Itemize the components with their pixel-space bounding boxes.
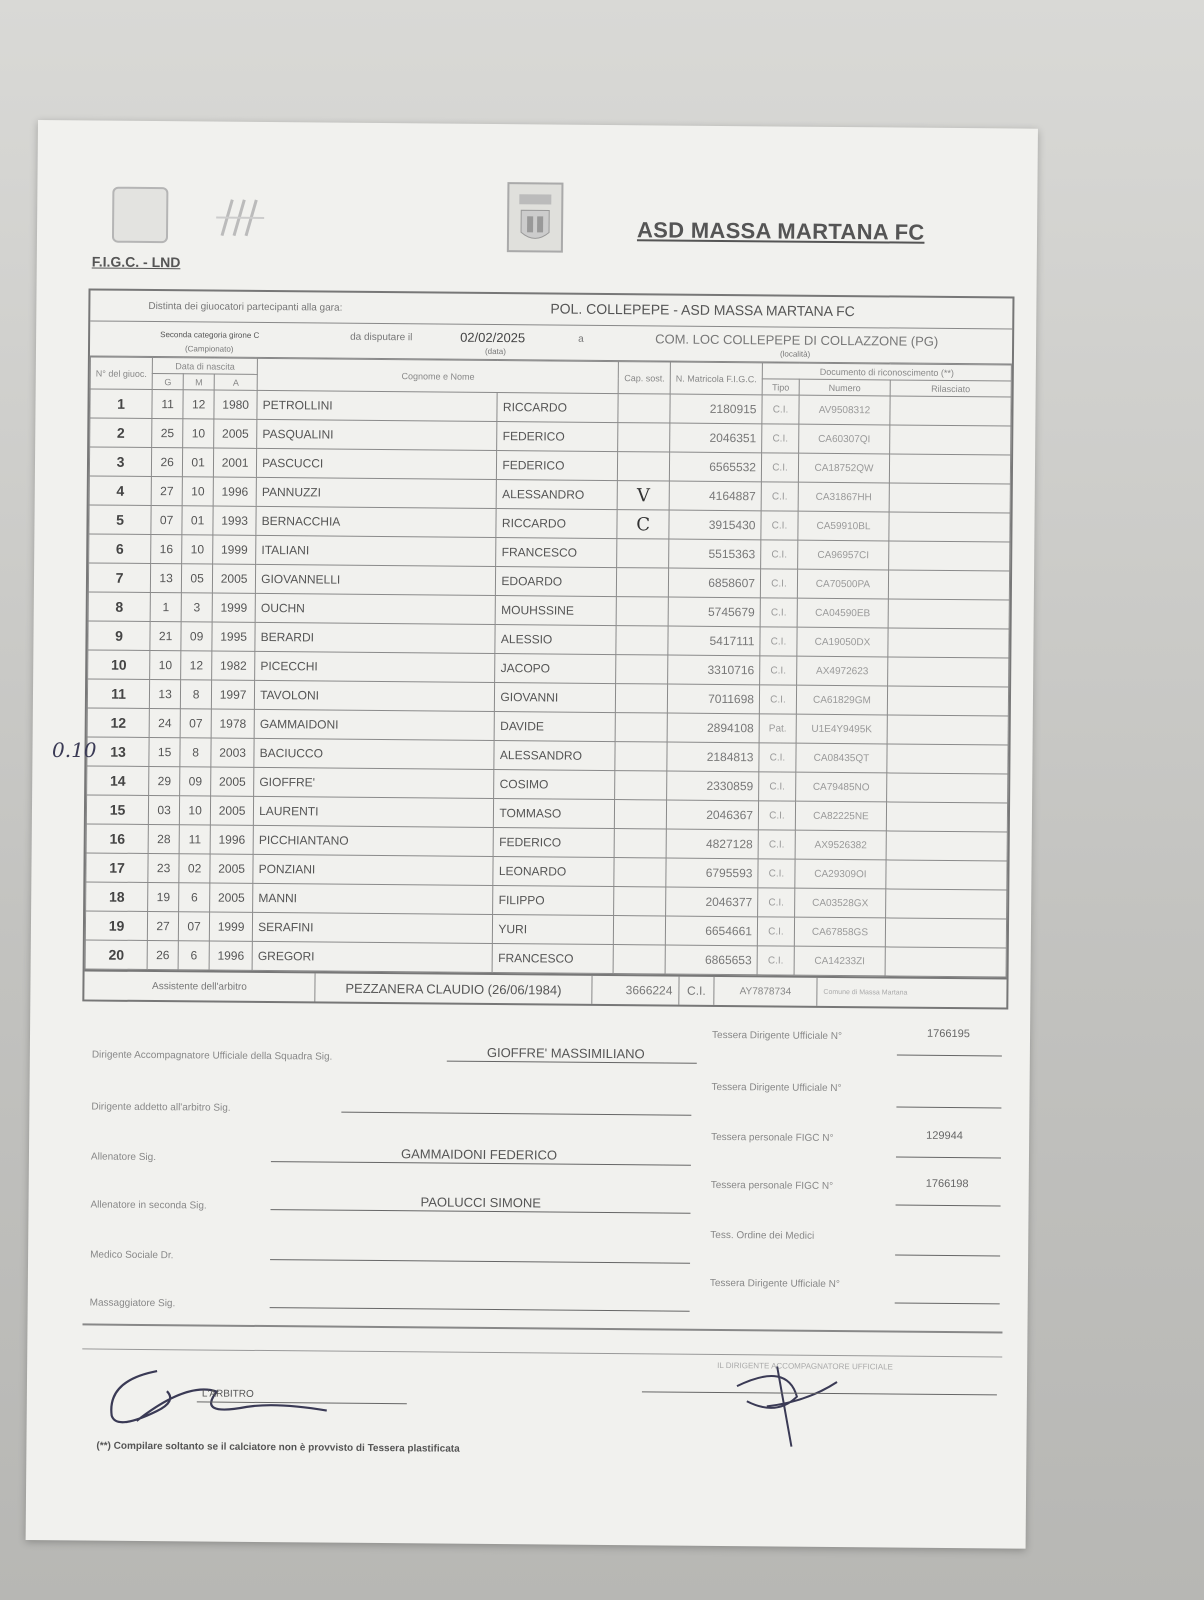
player-first-name: FRANCESCO	[493, 944, 614, 974]
col-birth: Data di nascita	[152, 358, 257, 375]
document-type: C.I.	[758, 888, 795, 917]
document-number: CA03528GX	[795, 888, 886, 918]
staff-line	[270, 1259, 690, 1264]
document-issuer	[885, 918, 1006, 948]
captain-mark	[617, 597, 669, 626]
player-matricola: 5745679	[668, 597, 760, 627]
staff-row	[91, 1073, 1011, 1125]
match-name: POL. COLLEPEPE - ASD MASSA MARTANA FC	[550, 300, 855, 320]
document-issuer	[890, 396, 1011, 426]
tessera-label: Tessera Dirigente Ufficiale N°	[711, 1029, 843, 1043]
player-first-name: FEDERICO	[494, 828, 615, 858]
venue-caption: (località)	[779, 349, 811, 359]
document-issuer	[889, 541, 1010, 571]
birth-year: 1995	[212, 622, 255, 651]
document-type: C.I.	[759, 743, 796, 772]
player-first-name: FRANCESCO	[496, 538, 617, 568]
document-type: C.I.	[760, 598, 797, 627]
player-matricola: 2046367	[666, 800, 758, 830]
tessera-label: Tessera Dirigente Ufficiale N°	[711, 1081, 842, 1095]
document-issuer	[888, 599, 1009, 629]
assistant-label: Assistente dell'arbitro	[84, 971, 315, 1001]
tessera-label: Tessera personale FIGC N°	[711, 1131, 834, 1144]
captain-mark	[614, 945, 666, 974]
championship-caption: (Campionato)	[184, 344, 234, 354]
player-surname: GIOFFRE'	[254, 767, 495, 798]
match-date: 02/02/2025	[460, 329, 526, 346]
birth-year: 1978	[211, 709, 254, 738]
col-cap: Cap. sost.	[619, 362, 671, 394]
intro-label: Distinta dei giuocatori partecipanti alla gara:	[148, 300, 343, 314]
document-number: CA19050DX	[797, 627, 888, 657]
birth-month: 01	[183, 448, 214, 477]
birth-month: 09	[181, 622, 212, 651]
document-number: AX4972623	[797, 656, 888, 686]
tessera-line	[895, 1303, 1000, 1305]
player-matricola: 2046351	[670, 423, 762, 453]
captain-mark	[616, 626, 668, 655]
player-first-name: FILIPPO	[493, 886, 614, 916]
player-matricola: 6858607	[668, 568, 760, 598]
player-number: 2	[90, 418, 152, 448]
document-number: CA04590EB	[797, 598, 888, 628]
staff-label: Dirigente Accompagnatore Ufficiale della Squadra Sig.	[91, 1049, 333, 1063]
players-table	[85, 356, 1012, 977]
document-type: C.I.	[761, 540, 798, 569]
birth-day: 29	[149, 766, 180, 795]
document-issuer	[888, 628, 1009, 658]
birth-month: 01	[182, 506, 213, 535]
captain-mark	[615, 771, 667, 800]
birth-day: 03	[148, 795, 179, 824]
club-title: ASD MASSA MARTANA FC	[636, 217, 925, 245]
birth-day: 28	[148, 824, 179, 853]
dirigente-signature	[706, 1356, 847, 1457]
staff-label: Dirigente addetto all'arbitro Sig.	[91, 1101, 231, 1114]
tessera-line	[897, 1055, 1002, 1057]
captain-mark	[617, 539, 669, 568]
birth-month: 10	[179, 796, 210, 825]
lnd-logo	[212, 196, 268, 240]
document-issuer	[886, 889, 1007, 919]
staff-row	[90, 1220, 1010, 1272]
player-first-name: ALESSIO	[495, 625, 616, 655]
player-first-name: RICCARDO	[496, 509, 617, 539]
player-first-name: EDOARDO	[496, 567, 617, 597]
player-matricola: 5515363	[669, 539, 761, 569]
player-surname: PETROLLINI	[257, 390, 498, 421]
captain-mark	[616, 655, 668, 684]
document-number: CA60307QI	[799, 424, 890, 454]
player-first-name: YURI	[493, 915, 614, 945]
birth-day: 07	[151, 506, 182, 535]
birth-month: 8	[180, 738, 211, 767]
player-number: 4	[89, 476, 151, 506]
birth-day: 26	[152, 448, 183, 477]
birth-day: 1	[150, 592, 181, 621]
staff-line	[270, 1307, 690, 1312]
birth-month: 6	[179, 883, 210, 912]
figc-logo	[112, 187, 168, 243]
captain-mark	[615, 742, 667, 771]
document-issuer	[890, 425, 1011, 455]
tessera-value: 1766198	[925, 1177, 969, 1191]
player-surname: GIOVANNELLI	[256, 564, 497, 595]
staff-label: Allenatore in seconda Sig.	[90, 1199, 207, 1212]
player-first-name: TOMMASO	[494, 799, 615, 829]
player-number: 17	[86, 853, 148, 883]
staff-value: GIOFFRE' MASSIMILIANO	[486, 1044, 645, 1062]
col-matricola: N. Matricola F.I.G.C.	[670, 362, 762, 395]
birth-month: 8	[181, 680, 212, 709]
birth-year: 1996	[209, 941, 252, 970]
player-surname: OUCHN	[255, 593, 496, 624]
document-number: CA08435QT	[796, 743, 887, 773]
captain-mark	[618, 452, 670, 481]
document-type: C.I.	[757, 946, 794, 975]
document-number: CA61829GM	[796, 685, 887, 715]
birth-year: 1999	[212, 593, 255, 622]
document-number: CA96957CI	[798, 540, 889, 570]
document-type: C.I.	[761, 453, 798, 482]
staff-line	[341, 1112, 691, 1116]
birth-day: 27	[147, 911, 178, 940]
document-issuer	[888, 570, 1009, 600]
staff-row	[91, 1123, 1011, 1175]
birth-day: 13	[150, 679, 181, 708]
birth-year: 2005	[211, 767, 254, 796]
player-number: 20	[85, 940, 147, 970]
org-label: F.I.G.C. - LND	[91, 253, 181, 271]
birth-year: 1996	[213, 477, 256, 506]
player-first-name: ALESSANDRO	[497, 480, 618, 510]
assistant-matricola: 3666224	[592, 976, 679, 1005]
col-name: Cognome e Nome	[257, 358, 619, 393]
document-issuer	[888, 657, 1009, 687]
document-number: CA29309OI	[795, 859, 886, 889]
document-type: C.I.	[760, 627, 797, 656]
staff-row	[90, 1268, 1010, 1320]
birth-year: 2005	[214, 419, 257, 448]
col-tipo: Tipo	[762, 379, 799, 395]
staff-value: GAMMAIDONI FEDERICO	[400, 1146, 558, 1163]
document-number: AX9526382	[795, 830, 886, 860]
document-type: C.I.	[762, 424, 799, 453]
player-matricola: 6565532	[669, 452, 761, 482]
birth-day: 19	[148, 882, 179, 911]
divider	[82, 1348, 1002, 1357]
player-matricola: 2046377	[666, 887, 758, 917]
player-number: 7	[88, 563, 150, 593]
date-label: da disputare il	[350, 331, 413, 344]
birth-year: 1999	[213, 535, 256, 564]
player-surname: PANNUZZI	[256, 477, 497, 508]
staff-row	[92, 1021, 1012, 1073]
player-number: 1	[90, 389, 152, 419]
captain-mark	[615, 829, 667, 858]
player-number: 3	[89, 447, 151, 477]
document-number: CA82225NE	[795, 801, 886, 831]
dirigente-label: IL DIRIGENTE ACCOMPAGNATORE UFFICIALE	[717, 1360, 893, 1372]
birth-month: 05	[182, 564, 213, 593]
player-first-name: LEONARDO	[493, 857, 614, 887]
birth-year: 1996	[210, 825, 253, 854]
birth-day: 23	[148, 853, 179, 882]
tessera-value: 129944	[926, 1129, 963, 1143]
staff-label: Massaggiatore Sig.	[89, 1297, 176, 1310]
player-surname: SERAFINI	[252, 912, 493, 943]
player-number: 9	[88, 621, 150, 651]
captain-mark	[618, 423, 670, 452]
player-surname: LAURENTI	[253, 796, 494, 827]
document-number: CA31867HH	[798, 482, 889, 512]
document-number: AV9508312	[799, 395, 890, 425]
document-issuer	[889, 512, 1010, 542]
player-number: 5	[89, 505, 151, 535]
birth-year: 2001	[214, 448, 257, 477]
player-rows	[85, 389, 1011, 977]
assistant-tipo: C.I.	[679, 977, 714, 1005]
col-m: M	[183, 374, 214, 390]
document-type: C.I.	[758, 859, 795, 888]
document-type: C.I.	[758, 801, 795, 830]
birth-day: 25	[152, 419, 183, 448]
player-number: 15	[86, 795, 148, 825]
player-surname: GAMMAIDONI	[254, 709, 495, 740]
birth-day: 26	[147, 940, 178, 969]
player-matricola: 2894108	[667, 713, 759, 743]
tessera-line	[895, 1255, 1000, 1257]
document-type: C.I.	[757, 917, 794, 946]
document-number: CA79485NO	[796, 772, 887, 802]
col-g: G	[152, 374, 183, 390]
player-matricola: 6865653	[665, 945, 757, 975]
birth-year: 2003	[211, 738, 254, 767]
footnote: (**) Compilare soltanto se il calciatore non è provvisto di Tessera plastificata	[96, 1440, 460, 1455]
birth-day: 16	[151, 535, 182, 564]
player-surname: PASQUALINI	[257, 419, 498, 450]
document-issuer	[886, 802, 1007, 832]
birth-day: 27	[151, 477, 182, 506]
birth-year: 1980	[214, 390, 257, 419]
birth-month: 07	[178, 912, 209, 941]
birth-month: 12	[183, 390, 214, 419]
birth-day: 13	[151, 564, 182, 593]
player-surname: BERNACCHIA	[256, 506, 497, 537]
birth-month: 02	[179, 854, 210, 883]
player-surname: PICECCHI	[255, 651, 496, 682]
player-first-name: JACOPO	[495, 654, 616, 684]
player-surname: MANNI	[253, 883, 494, 914]
player-number: 11	[87, 679, 149, 709]
assistant-name: PEZZANERA CLAUDIO (26/06/1984)	[315, 973, 592, 1003]
captain-mark	[614, 858, 666, 887]
birth-year: 2005	[210, 854, 253, 883]
birth-month: 10	[182, 535, 213, 564]
captain-mark	[614, 887, 666, 916]
player-number: 8	[88, 592, 150, 622]
player-matricola: 2180915	[670, 394, 762, 424]
document-issuer	[887, 715, 1008, 745]
document-issuer	[887, 744, 1008, 774]
document-issuer	[889, 454, 1010, 484]
divider	[82, 1323, 1002, 1333]
birth-day: 10	[150, 650, 181, 679]
captain-mark	[618, 394, 670, 423]
birth-month: 11	[179, 825, 210, 854]
captain-mark	[615, 800, 667, 829]
player-number: 18	[86, 882, 148, 912]
tessera-line	[896, 1157, 1001, 1159]
lineup-table	[82, 288, 1014, 1009]
col-document: Documento di riconoscimento (**)	[762, 363, 1011, 381]
staff-label: Allenatore Sig.	[90, 1151, 157, 1164]
document-type: C.I.	[760, 656, 797, 685]
document-issuer	[887, 773, 1008, 803]
player-matricola: 2184813	[667, 742, 759, 772]
player-first-name: DAVIDE	[495, 712, 616, 742]
document-type: C.I.	[759, 772, 796, 801]
birth-month: 12	[181, 651, 212, 680]
document-number: CA67858GS	[794, 917, 885, 947]
birth-year: 2005	[210, 883, 253, 912]
birth-year: 2005	[213, 564, 256, 593]
player-number: 16	[86, 824, 148, 854]
player-first-name: RICCARDO	[497, 393, 618, 423]
document-issuer	[886, 860, 1007, 890]
player-first-name: COSIMO	[494, 770, 615, 800]
date-caption: (data)	[484, 346, 506, 357]
birth-year: 2005	[210, 796, 253, 825]
document-type: C.I.	[759, 685, 796, 714]
margin-note: 0.10	[52, 738, 97, 762]
birth-day: 24	[149, 708, 180, 737]
player-surname: PASCUCCI	[257, 448, 498, 479]
player-surname: BACIUCCO	[254, 738, 495, 769]
document-type: C.I.	[761, 511, 798, 540]
document-issuer	[886, 831, 1007, 861]
player-number: 13	[87, 737, 149, 767]
player-first-name: FEDERICO	[497, 422, 618, 452]
player-number: 6	[89, 534, 151, 564]
captain-mark	[614, 916, 666, 945]
player-number: 12	[87, 708, 149, 738]
birth-month: 6	[178, 941, 209, 970]
captain-mark	[616, 684, 668, 713]
player-matricola: 3310716	[668, 655, 760, 685]
tessera-line	[896, 1107, 1001, 1109]
player-matricola: 6795593	[666, 858, 758, 888]
at-label: a	[578, 333, 584, 345]
tessera-value: 1766195	[927, 1027, 970, 1041]
player-surname: BERARDI	[255, 622, 496, 653]
player-matricola: 5417111	[668, 626, 760, 656]
document-type: C.I.	[761, 482, 798, 511]
assistant-rilasciato: Comune di Massa Martana	[823, 988, 908, 997]
player-surname: GREGORI	[252, 941, 493, 972]
player-matricola: 6654661	[665, 916, 757, 946]
document-type: Pat.	[759, 714, 796, 743]
tessera-line	[896, 1205, 1001, 1207]
document-type: C.I.	[758, 830, 795, 859]
player-matricola: 4827128	[666, 829, 758, 859]
tessera-label: Tessera Dirigente Ufficiale N°	[709, 1277, 840, 1291]
player-surname: PICCHIANTANO	[253, 825, 494, 856]
birth-month: 09	[180, 767, 211, 796]
document-type: C.I.	[762, 395, 799, 424]
player-first-name: MOUHSSINE	[496, 596, 617, 626]
document-number: CA18752QW	[798, 453, 889, 483]
captain-mark: C	[617, 510, 669, 539]
birth-month: 07	[180, 709, 211, 738]
assistant-numero: AY7878734	[714, 977, 817, 1006]
birth-year: 1993	[213, 506, 256, 535]
arbitro-label: L'ARBITRO	[201, 1388, 254, 1400]
document-issuer	[885, 947, 1006, 977]
player-surname: ITALIANI	[256, 535, 497, 566]
col-num: N° del giuoc.	[90, 357, 152, 390]
player-number: 14	[87, 766, 149, 796]
birth-year: 1999	[209, 912, 252, 941]
staff-row	[90, 1171, 1010, 1223]
staff-value: PAOLUCCI SIMONE	[420, 1194, 542, 1211]
captain-mark	[617, 568, 669, 597]
birth-day: 21	[150, 621, 181, 650]
captain-mark: V	[618, 481, 670, 510]
document-number: CA70500PA	[797, 569, 888, 599]
player-matricola: 2330859	[667, 771, 759, 801]
player-matricola: 4164887	[669, 481, 761, 511]
document-issuer	[889, 483, 1010, 513]
birth-year: 1982	[212, 651, 255, 680]
col-a: A	[214, 374, 257, 390]
staff-line	[447, 1061, 697, 1064]
document-issuer	[887, 686, 1008, 716]
document-number: CA59910BL	[798, 511, 889, 541]
player-number: 19	[85, 911, 147, 941]
player-first-name: GIOVANNI	[495, 683, 616, 713]
birth-month: 10	[182, 477, 213, 506]
player-number: 10	[88, 650, 150, 680]
birth-month: 3	[181, 593, 212, 622]
lineup-sheet	[26, 120, 1038, 1549]
venue: COM. LOC COLLEPEPE DI COLLAZZONE (PG)	[655, 331, 939, 349]
club-crest	[507, 182, 564, 252]
birth-month: 10	[183, 419, 214, 448]
document-number: CA14233ZI	[794, 946, 885, 976]
birth-day: 11	[152, 390, 183, 419]
player-surname: PONZIANI	[253, 854, 494, 885]
player-surname: TAVOLONI	[255, 680, 496, 711]
birth-year: 1997	[212, 680, 255, 709]
col-numero: Numero	[799, 379, 890, 396]
staff-label: Medico Sociale Dr.	[90, 1249, 174, 1262]
birth-day: 15	[149, 737, 180, 766]
document-number: U1E4Y9495K	[796, 714, 887, 744]
document-type: C.I.	[760, 569, 797, 598]
tessera-label: Tessera personale FIGC N°	[710, 1179, 834, 1192]
captain-mark	[616, 713, 668, 742]
tessera-label: Tess. Ordine dei Medici	[710, 1229, 815, 1242]
player-matricola: 7011698	[667, 684, 759, 714]
player-matricola: 3915430	[669, 510, 761, 540]
col-rilasciato: Rilasciato	[890, 380, 1011, 397]
player-first-name: FEDERICO	[497, 451, 618, 481]
championship: Seconda categoria girone C	[160, 330, 260, 340]
player-first-name: ALESSANDRO	[494, 741, 615, 771]
